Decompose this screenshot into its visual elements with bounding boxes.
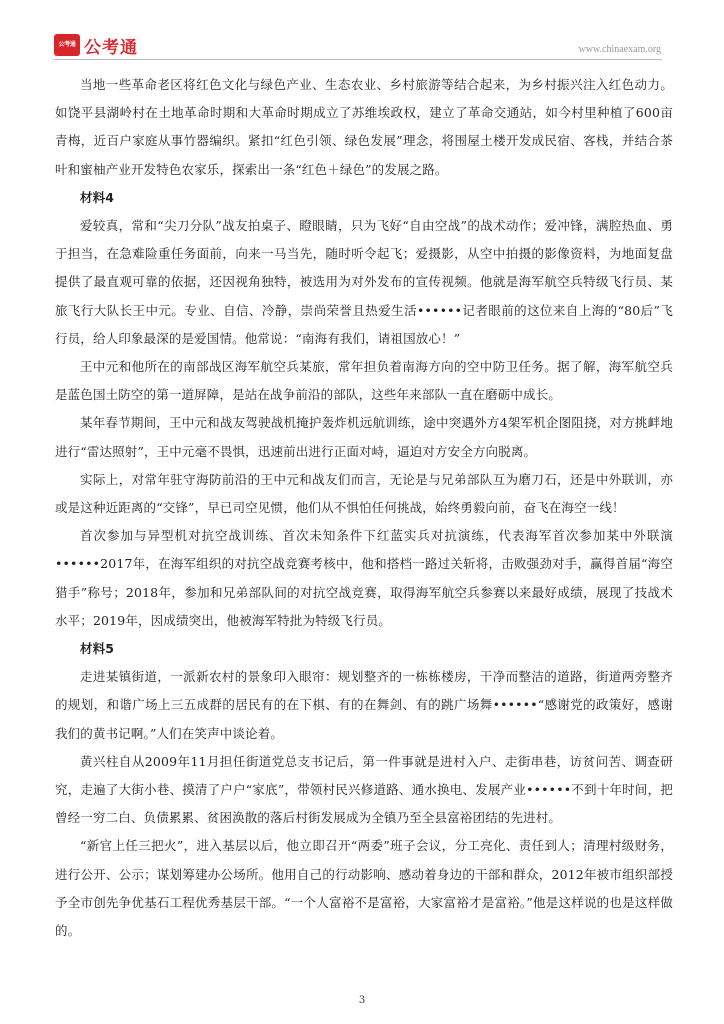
logo-badge: 公考通 — [54, 34, 80, 56]
document-body — [55, 71, 673, 945]
header-divider — [54, 59, 662, 60]
paragraph: 当地一些革命老区将红色文化与绿色产业、生态农业、乡村旅游等结合起来，为乡村振兴注入红色动力。如饶平县湖岭村在土地革命时期和大革命时期成立了苏维埃政权，建立了革命交通站，如今村里种植了600亩青梅，近百户家庭从事竹器编织。紧扣“红色引领、绿色发展”理念，将围屋土楼开发成民宿、客栈，并结合茶叶和蜜柚产业开发特色农家乐，探索出一条“红色＋绿色”的发展之路。 — [55, 77, 673, 177]
paragraph: 王中元和他所在的南部战区海军航空兵某旅，常年担负着南海方向的空中防卫任务。据了解，海军航空兵是蓝色国土防空的第一道屏障，是站在战争前沿的部队，这些年来部队一直在磨砺中成长。 — [55, 359, 673, 403]
page-header — [0, 0, 724, 60]
paragraph: 某年春节期间，王中元和战友驾驶战机掩护轰炸机远航训练，途中突遇外方4架军机企图阻挠，对方挑衅地进行“雷达照射”，王中元毫不畏惧，迅速前出进行正面对峙，逼迫对方安全方向脱离。 — [55, 415, 673, 459]
site-url: www.chinaexam.org — [578, 44, 661, 55]
section-heading: 材料4 — [80, 189, 115, 205]
logo-text: 公考通 — [84, 38, 138, 58]
paragraph: 首次参加与异型机对抗空战训练、首次未知条件下红蓝实兵对抗演练，代表海军首次参加某中外联演••••••2017年，在海军组织的对抗空战竞赛考核中，他和搭档一路过关斩将，击败强劲对手，赢得首届“海空猎手”称号；2018年，参加和兄弟部队间的对抗空战竞赛，取得海军航空兵参赛以来最好成绩，展现了技战术水平；2019年，因成绩突出，他被海军特批为特级飞行员。 — [55, 528, 673, 628]
paragraph: 爱较真，常和“尖刀分队”战友拍桌子、瞪眼睛，只为飞好“自由空战”的战术动作；爱冲锋，满腔热血、勇于担当，在急难险重任务面前，向来一马当先，随时听令起飞；爱摄影，从空中拍摄的影像资料，为地面复盘提供了最直观可靠的依据，还因视角独特，被选用为对外发布的宣传视频。他就是海军航空兵特级飞行员、某旅飞行大队长王中元。专业、自信、冷静，崇尚荣誉且热爱生活••••••记者眼前的这位来自上海的“80后”飞行员，给人印象最深的是爱国情。他常说：“南海有我们，请祖国放心！” — [55, 218, 673, 346]
page-number: 3 — [358, 995, 366, 1006]
section-heading: 材料5 — [80, 641, 115, 657]
paragraph: 走进某镇街道，一派新农村的景象印入眼帘：规划整齐的一栋栋楼房，干净而整洁的道路，街道两旁整齐的规划，和谐广场上三五成群的居民有的在下棋、有的在舞剑、有的跳广场舞••••••“感谢党的政策好，感谢我们的黄书记啊。”人们在笑声中谈论着。 — [55, 669, 673, 741]
paragraph: 黄兴柱自从2009年11月担任街道党总支书记后，第一件事就是进村入户、走街串巷，访贫问苦、调查研究，走遍了大街小巷、摸清了户户“家底”，带领村民兴修道路、通水换电、发展产业••••••不到十年时间，把曾经一穷二白、负债累累、贫困涣散的落后村街发展成为全镇乃至全县富裕团结的先进村。 — [55, 753, 673, 826]
paragraph: “新官上任三把火”，进入基层以后，他立即召开“两委”班子会议，分工亮化、责任到人；清理村级财务，进行公开、公示；谋划筹建办公场所。他用自己的行动影响、感动着身边的干部和群众，2012年被市组织部授予全市创先争优基石工程优秀基层干部。“一个人富裕不是富裕，大家富裕才是富裕。”他是这样说的也是这样做的。 — [55, 838, 673, 939]
paragraph: 实际上，对常年驻守海防前沿的王中元和战友们而言，无论是与兄弟部队互为磨刀石，还是中外联训，亦或是这种近距离的“交锋”，早已司空见惯，他们从不惧怕任何挑战，始终勇毅向前，奋飞在海空一线！ — [55, 471, 673, 516]
